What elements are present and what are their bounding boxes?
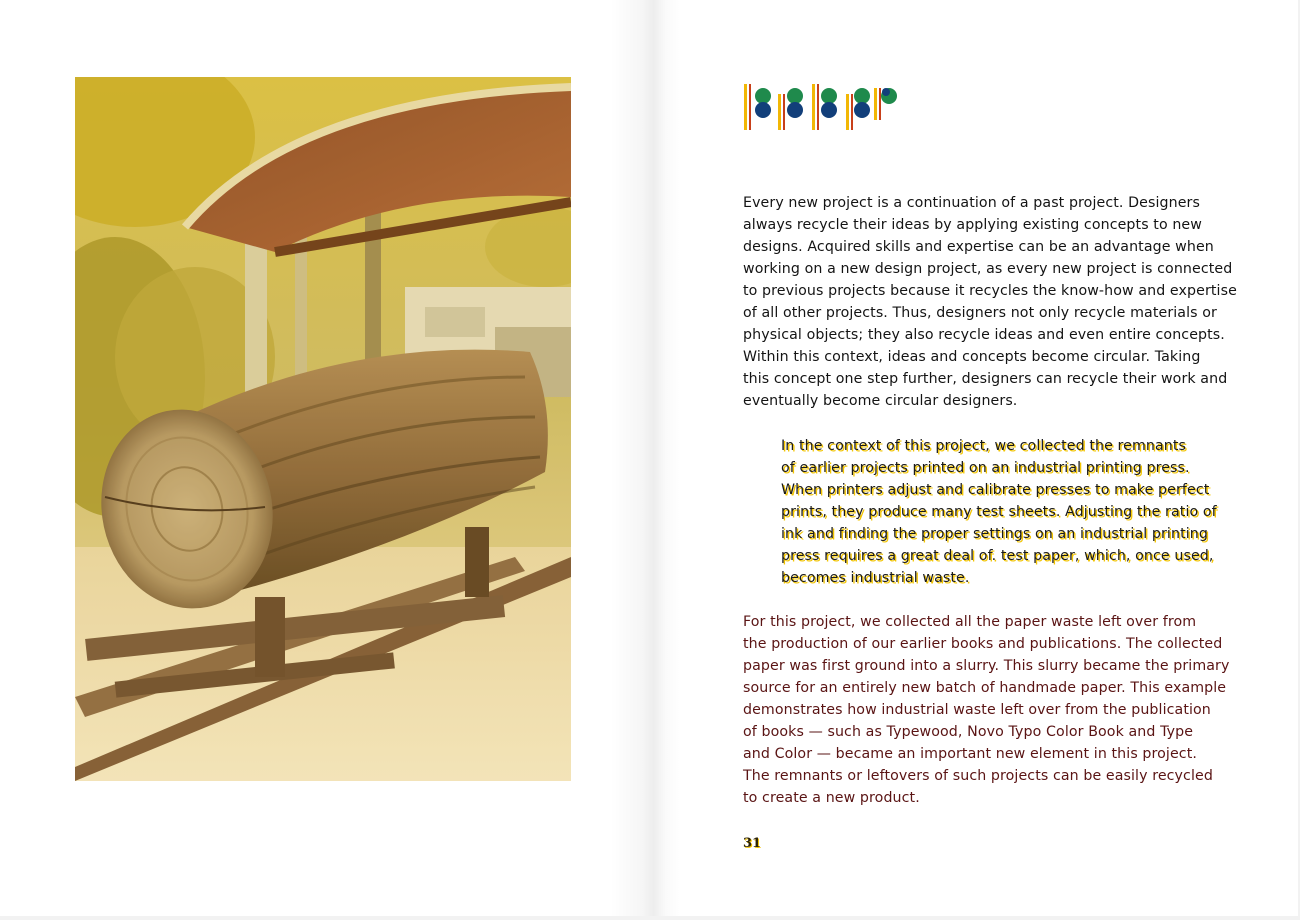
text-line: the production of our earlier books and publications. The collected xyxy=(743,636,1223,652)
text-line: The remnants or leftovers of such projects can be easily recycled xyxy=(743,768,1213,784)
closing-paragraph xyxy=(743,611,1263,809)
left-page xyxy=(0,0,640,916)
paper-logo xyxy=(742,80,902,136)
sawmill-log-photo xyxy=(75,77,571,781)
intro-paragraph xyxy=(743,192,1263,412)
text-line: Every new project is a continuation of a past project. Designers xyxy=(743,195,1200,211)
indented-quote-paragraph xyxy=(781,435,1251,589)
text-line: of books — such as Typewood, Novo Typo Color Book and Type xyxy=(743,724,1194,740)
page-number: 31 xyxy=(743,836,762,851)
text-line: physical objects; they also recycle ideas and even entire concepts. xyxy=(743,327,1225,343)
text-line: always recycle their ideas by applying existing concepts to new xyxy=(743,217,1202,233)
text-line: eventually become circular designers. xyxy=(743,393,1018,409)
text-line: ink and finding the proper settings on an industrial printing xyxy=(781,526,1208,542)
text-line: becomes industrial waste. xyxy=(781,570,970,586)
text-line: paper was first ground into a slurry. This slurry became the primary xyxy=(743,658,1230,674)
text-line: of all other projects. Thus, designers not only recycle materials or xyxy=(743,305,1217,321)
text-line: this concept one step further, designers can recycle their work and xyxy=(743,371,1228,387)
text-line: designs. Acquired skills and expertise can be an advantage when xyxy=(743,239,1214,255)
text-line: to create a new product. xyxy=(743,790,920,806)
text-line: prints, they produce many test sheets. Adjusting the ratio of xyxy=(781,504,1217,520)
text-line: demonstrates how industrial waste left over from the publication xyxy=(743,702,1211,718)
text-line: In the context of this project, we collected the remnants xyxy=(781,438,1187,454)
text-line: to previous projects because it recycles the know-how and expertise xyxy=(743,283,1237,299)
text-line: of earlier projects printed on an industrial printing press. xyxy=(781,460,1190,476)
text-line: For this project, we collected all the paper waste left over from xyxy=(743,614,1197,630)
text-line: When printers adjust and calibrate presses to make perfect xyxy=(781,482,1210,498)
text-line: working on a new design project, as every new project is connected xyxy=(743,261,1233,277)
text-line: source for an entirely new batch of handmade paper. This example xyxy=(743,680,1227,696)
text-line: press requires a great deal of. test paper, which, once used, xyxy=(781,548,1214,564)
text-line: and Color — became an important new element in this project. xyxy=(743,746,1197,762)
text-line: Within this context, ideas and concepts become circular. Taking xyxy=(743,349,1201,365)
